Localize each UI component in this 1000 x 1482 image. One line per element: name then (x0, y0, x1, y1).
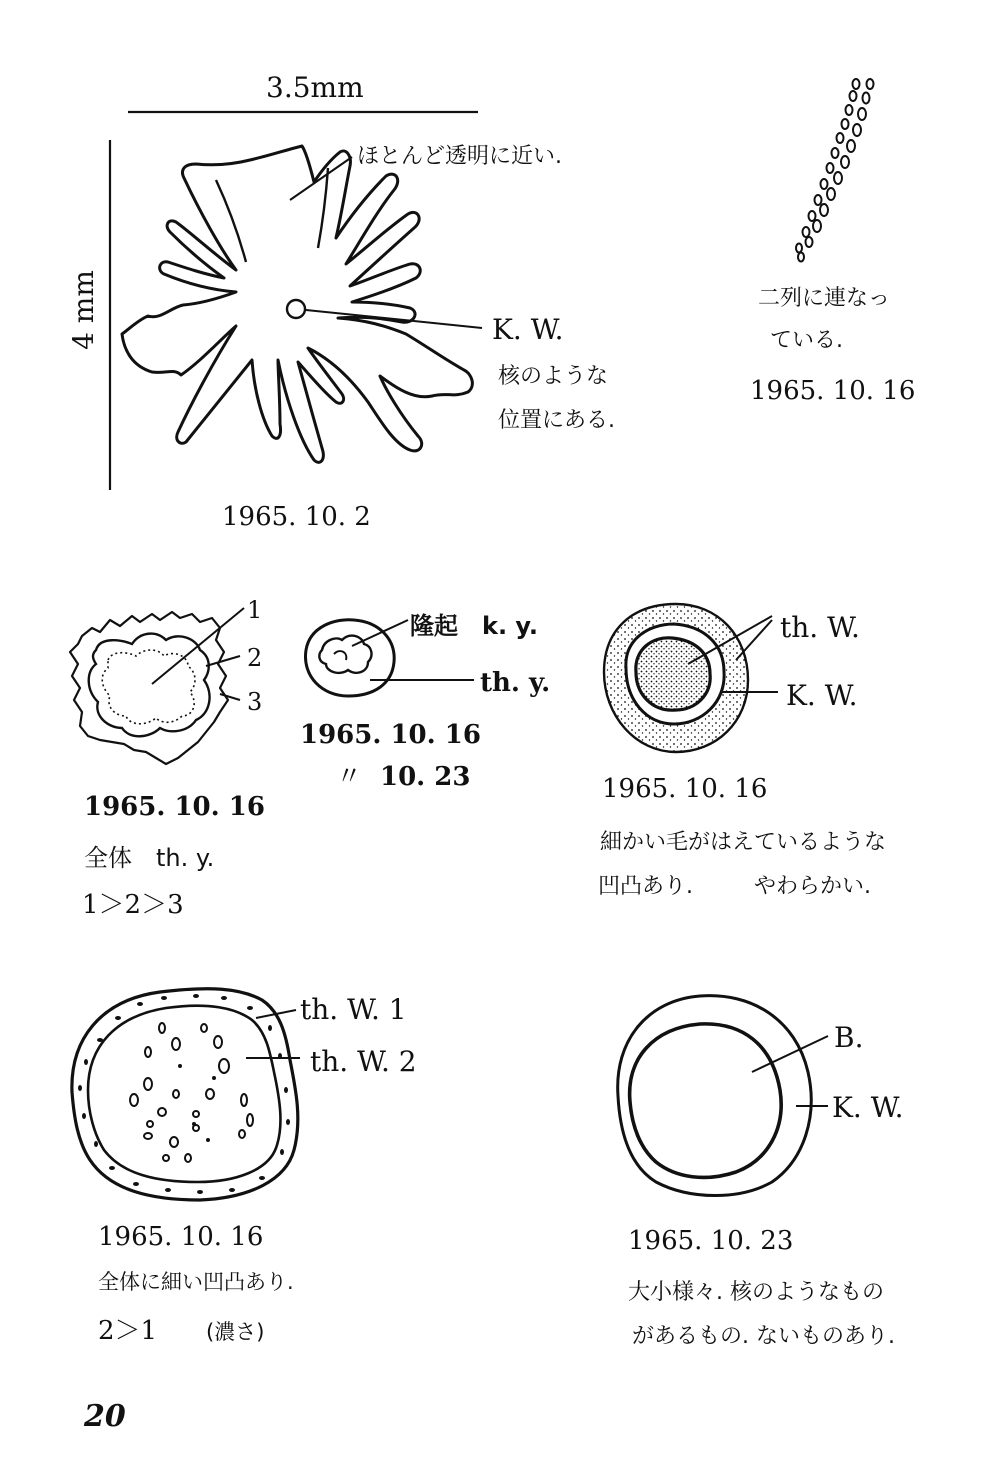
fig6-wall-granules (78, 994, 290, 1194)
fig5-core (636, 638, 710, 710)
fig3-drawing (70, 608, 244, 764)
fig5-note-2a: 凹凸あり. (598, 874, 693, 899)
page-number: 20 (84, 1399, 126, 1434)
fig3-label-2: 2 (247, 644, 263, 672)
fig6-order: 2＞1 (98, 1316, 158, 1346)
fig3-leader-2 (206, 656, 240, 666)
fig2-cell (850, 91, 857, 101)
fig7-inner-wall (630, 1024, 782, 1178)
fig3-leader-3 (220, 694, 240, 700)
fig6-drawing (72, 989, 300, 1200)
fig7-note-2: があるもの. ないものあり. (632, 1324, 895, 1349)
fig5-date: 1965. 10. 16 (602, 774, 768, 804)
fig1-nucleus (287, 300, 305, 318)
fig5-drawing (604, 604, 778, 752)
fig2-cell (846, 105, 853, 115)
fig2-cell (847, 140, 855, 152)
fig6-inner-wall (88, 1006, 280, 1182)
fig5-kw-label: K. W. (786, 679, 858, 712)
fig1-width-label: 3.5mm (266, 71, 364, 104)
fig7-b-label: B. (834, 1021, 864, 1054)
fig1-nucleus-note-1: 核のような (498, 364, 609, 389)
fig6-thw2-label: th. W. 2 (310, 1045, 417, 1078)
fig6-note: 全体に細い凹凸あり. (98, 1270, 294, 1294)
fig6-date: 1965. 10. 16 (98, 1222, 264, 1252)
fig2-cell (863, 93, 870, 104)
fig4-ky-leader (352, 620, 408, 646)
fig2-cell (832, 148, 839, 158)
fig4-ky-label: 隆起 k. y. (410, 612, 538, 640)
fig2-cell (815, 195, 822, 205)
fig5-note-1: 細かい毛がはえているような (600, 830, 887, 855)
fig2-cell (827, 163, 834, 173)
fig1-transparent-leader (290, 157, 352, 200)
fig2-cell (841, 156, 849, 168)
fig1-transparent-note: ほとんど透明に近い. (357, 144, 562, 169)
fig5-note-2b: やわらかい. (754, 874, 871, 899)
fig6-thw1-label: th. W. 1 (300, 993, 407, 1026)
fig2-cell (798, 253, 804, 262)
fig2-cell (834, 172, 842, 184)
fig1-kw-leader (306, 310, 482, 328)
fig2-cell (809, 211, 816, 221)
fig2-note-2: ている. (770, 328, 843, 353)
fig3-layer-2 (89, 634, 210, 737)
fig2-cell (858, 108, 866, 120)
fig1-nucleus-note-2: 位置にある. (498, 408, 615, 433)
fig4-knob-detail (334, 651, 346, 660)
fig3-label-1: 1 (247, 596, 263, 624)
fig7-kw-label: K. W. (832, 1091, 904, 1124)
fig1-inner-line (216, 180, 246, 262)
fig1-kw-label: K. W. (492, 313, 564, 346)
fig1-date: 1965. 10. 2 (222, 502, 371, 532)
fig2-cell (806, 237, 813, 247)
fig2-cell (796, 244, 802, 253)
fig3-label-3: 3 (247, 688, 263, 716)
fig7-drawing (618, 996, 828, 1196)
fig4-thy-label: th. y. (480, 668, 551, 698)
fig2-date: 1965. 10. 16 (750, 376, 916, 406)
fig2-cell (853, 124, 861, 136)
fig4-date-2: 10. 23 (380, 762, 471, 792)
fig2-cell (821, 179, 828, 189)
fig2-cell (842, 119, 849, 129)
fig5-thw-label: th. W. (780, 611, 860, 644)
fig4-date-2-mark: 〃 (336, 762, 363, 792)
fig2-drawing (796, 79, 874, 262)
fig2-cell (820, 204, 828, 216)
fig3-date: 1965. 10. 16 (84, 792, 265, 822)
fig1-height-label: 4 mm (66, 270, 100, 350)
fig7-date: 1965. 10. 23 (628, 1226, 794, 1256)
fig6-inner-bodies (130, 1023, 253, 1162)
fig7-note-1: 大小様々. 核のようなもの (628, 1280, 884, 1305)
fig2-cell (813, 220, 821, 232)
fig2-cell (827, 188, 835, 200)
fig3-note: 全体 th. y. (84, 844, 215, 872)
fig4-date-1: 1965. 10. 16 (300, 720, 481, 750)
fig6-outer-wall (72, 989, 298, 1200)
fig2-note-1: 二列に連なっ (758, 286, 891, 311)
fig3-order: 1＞2＞3 (82, 890, 184, 920)
fig7-b-leader (752, 1036, 828, 1072)
fig2-cell (867, 79, 874, 89)
fig2-cell (837, 133, 844, 143)
fig2-cell (803, 227, 810, 237)
fig2-cell (853, 79, 860, 89)
fig6-order-note: (濃さ) (206, 1320, 265, 1344)
